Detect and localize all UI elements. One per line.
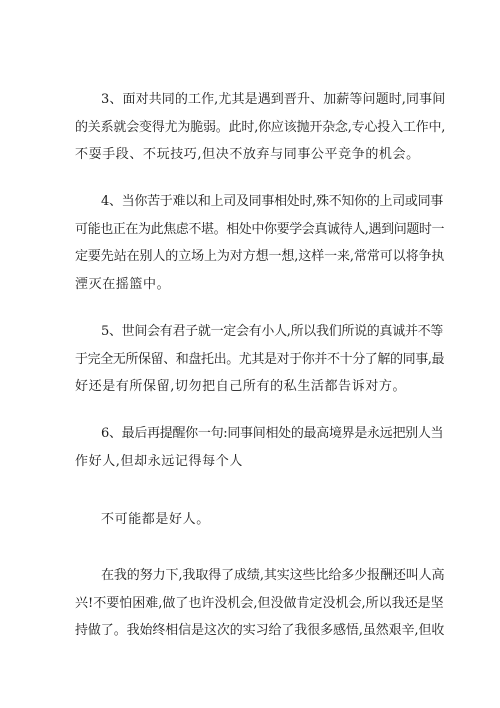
paragraph-6-reminder <box>75 420 445 475</box>
paragraph-line: 定要先站在别人的立场上为对方想一想,这样一来,常常可以将争执 <box>75 249 445 264</box>
paragraph-line: 在我的努力下,我取得了成绩,其实这些比给多少报酬还叫人高 <box>101 568 445 583</box>
paragraph-line: 持做了。我始终相信是这次的实习给了我很多感悟,虽然艰辛,但收 <box>75 623 445 638</box>
paragraph-line: 不耍手段、不玩技巧,但决不放弃与同事公平竞争的机会。 <box>75 147 420 162</box>
paragraph-line: 3、面对共同的工作,尤其是遇到晋升、加薪等问题时,同事间 <box>101 92 446 107</box>
paragraph-line: 于完全无所保留、和盘托出。尤其是对于你并不十分了解的同事,最 <box>75 351 445 367</box>
paragraph-line: 作好人,但却永远记得每个人 <box>75 453 243 469</box>
paragraph-line: 5、世间会有君子就一定会有小人,所以我们所说的真诚并不等 <box>101 324 444 339</box>
paragraph-4-empathy <box>75 188 445 298</box>
paragraph-line: 可能也正在为此焦虑不堪。相处中你要学会真诚待人,遇到问题时一 <box>75 221 445 237</box>
paragraph-3-workplace-competition <box>75 86 445 169</box>
paragraph-line: 不可能都是好人。 <box>101 512 210 527</box>
paragraph-internship-reflection <box>75 562 445 645</box>
paragraph-line: 湮灭在摇篮中。 <box>75 276 171 292</box>
paragraph-line: 6、最后再提醒你一句:同事间相处的最高境界是永远把别人当 <box>101 426 444 441</box>
paragraph-continuation <box>75 506 445 534</box>
paragraph-line: 好还是有所保留,切勿把自己所有的私生活都告诉对方。 <box>75 379 407 394</box>
paragraph-5-sincerity <box>75 318 445 401</box>
paragraph-line: 的关系就会变得尤为脆弱。此时,你应该抛开杂念,专心投入工作中, <box>75 119 446 135</box>
paragraph-line: 兴!不要怕困难,做了也许没机会,但没做肯定没机会,所以我还是坚 <box>75 595 444 611</box>
paragraph-line: 4、当你苦于难以和上司及同事相处时,殊不知你的上司或同事 <box>101 194 444 209</box>
